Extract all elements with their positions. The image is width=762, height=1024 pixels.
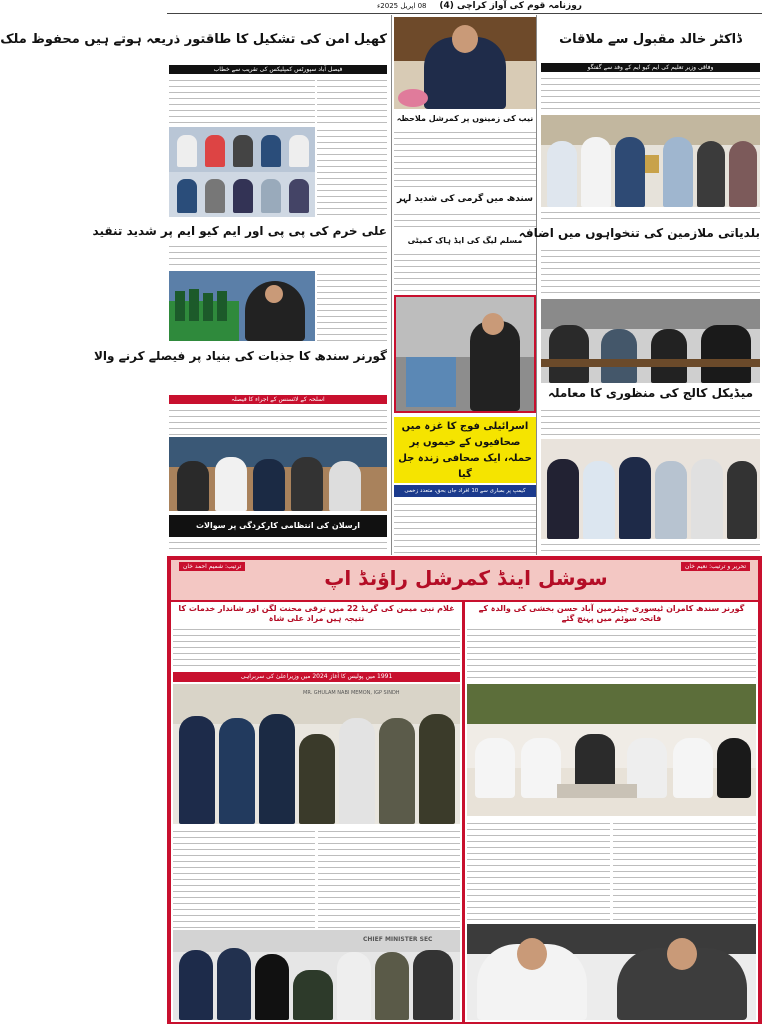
text-block (394, 211, 536, 231)
masthead (167, 0, 762, 14)
left-headline-1: کھیل امن کی تشکیل کا طاقتور ذریعہ ہوتے ہیں محفوظ ملک (0, 32, 387, 47)
roundup-section (167, 556, 762, 1024)
text-block (173, 828, 315, 928)
text-block (541, 209, 760, 223)
minister-photo (394, 17, 536, 109)
right-column (518, 15, 762, 555)
text-block (394, 129, 536, 189)
sports-team-photo (169, 271, 315, 341)
dignitaries-photo (541, 439, 760, 539)
cm-photo-caption: CHIEF MINISTER SEC (363, 936, 433, 943)
center-headline-3: مسلم لیگ کی ایڈ ہاک کمیٹی (407, 236, 523, 245)
text-block (318, 828, 460, 928)
igp-ceremony-photo (173, 684, 460, 824)
text-block (169, 243, 387, 269)
roundup-right-headline: گورنر سندھ کامران ٹیسوری چیئرمین آباد حسن بخشی کی والدہ کے فاتحہ سوئم میں پہنچ گئے (478, 604, 745, 623)
governor-condolence-photo (467, 924, 756, 1020)
text-block (467, 820, 610, 922)
center-banner-sub: کیمپ پر بمباری سے 10 افراد جاں بحق، متعدد زخمی (394, 485, 536, 497)
text-block (394, 501, 536, 553)
text-block (467, 626, 756, 682)
portrait-grid-photo (169, 127, 315, 217)
roundup-right (465, 602, 758, 1022)
masthead-date: 08 اپریل 2025ء (377, 2, 427, 10)
text-block (317, 271, 387, 341)
text-block (169, 407, 387, 435)
condolence-gathering-photo (467, 684, 756, 816)
left-headline-3: گورنر سندھ کا جذبات کی بنیاد پر فیصلے کرنے والا (93, 349, 387, 363)
text-block (173, 626, 460, 670)
text-block (541, 407, 760, 437)
text-block (317, 127, 387, 217)
text-block (541, 541, 760, 553)
right-subheadline-1: وفاقی وزیر تعلیم کی ایم کیو ایم کے وفد سے گفتگو (541, 63, 760, 72)
compiler-right: تحریر و ترتیب: نعیم خان (681, 562, 750, 571)
roundup-title-band (171, 560, 758, 600)
group-meeting-photo (169, 437, 387, 511)
left-headline-4: ارسلان کی انتظامی کارکردگی پر سوالات (169, 515, 387, 537)
center-banner: اسرائیلی فوج کا غزہ میں صحافیوں کے خیموں پر حملہ، ایک صحافی زندہ جل گیا (394, 417, 536, 483)
roundup-left-quote: 1991 میں پولیس کا آغاز 2024 میں وزیراعلیٰ کی سربراہی (173, 672, 460, 682)
left-headline-2: علی خرم کی پی پی اور ایم کیو ایم پر شدید تنقید (92, 224, 387, 238)
text-block (317, 77, 387, 125)
award-ceremony-photo (541, 115, 760, 207)
text-block (394, 251, 536, 291)
masthead-center: روزنامہ قوم کی آواز کراچی (4) (439, 1, 582, 11)
text-block (169, 77, 315, 125)
right-headline-1: ڈاکٹر خالد مقبول سے ملاقات (559, 32, 742, 47)
text-block (541, 75, 760, 113)
text-block (169, 539, 387, 553)
left-subheadline-1: فیصل آباد سپورٹس کمپلیکس کی تقریب سے خطاب (169, 65, 387, 74)
left-subheadline-3: اسلحہ کے لائسنس کے اجراء کا فیصلہ (169, 395, 387, 404)
journalist-photo (394, 295, 536, 413)
center-headline-1: نیب کی زمینوں پر کمرشل ملاحظہ (396, 114, 534, 123)
roundup-title: سوشل اینڈ کمرشل راؤنڈ اپ (324, 566, 608, 590)
roundup-left (171, 602, 462, 1022)
center-column (391, 15, 537, 555)
right-headline-3: میڈیکل کالج کی منظوری کا معاملہ (547, 386, 754, 400)
cm-ceremony-photo (173, 930, 460, 1020)
right-headline-2: بلدیاتی ملازمین کی تنخواہوں میں اضافہ (518, 226, 760, 240)
center-headline-2: سندھ میں گرمی کی شدید لہر (397, 194, 533, 204)
igp-photo-caption: MR. GHULAM NABI MEMON, IGP SINDH (303, 690, 400, 696)
roundup-left-headline: غلام نبی میمن کی گریڈ 22 میں ترقی محنت لگن اور شاندار خدمات کا نتیجہ ہیں مراد علی شاہ (178, 604, 455, 623)
left-column (0, 15, 389, 555)
text-block (613, 820, 756, 922)
compiler-left: ترتیب: شمیم احمد خان (179, 562, 245, 571)
text-block (541, 247, 760, 295)
police-meeting-photo (541, 299, 760, 383)
